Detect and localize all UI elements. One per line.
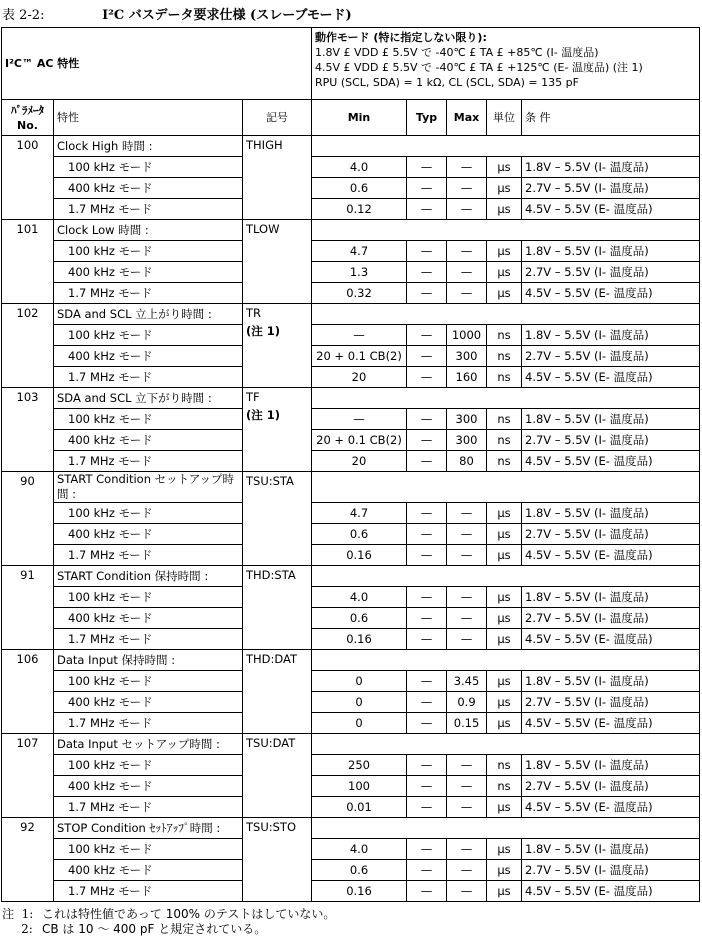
condition-value: 4.5V – 5.5V (E- 温度品) xyxy=(522,283,700,304)
param-row xyxy=(2,650,700,671)
mode-label: 1.7 MHz モード xyxy=(54,451,243,472)
col-header-characteristic: 特性 xyxy=(54,100,243,136)
note-2-text: CB は 10 ～ 400 pF と規定されている。 xyxy=(42,922,267,936)
col-header-conditions: 条 件 xyxy=(522,100,700,136)
param-row xyxy=(2,388,700,409)
typ-value: — xyxy=(407,524,447,545)
max-value: 300 xyxy=(447,409,487,430)
symbol-text: THD:STA xyxy=(246,568,296,582)
col-header-typ: Typ xyxy=(407,100,447,136)
unit-value: ns xyxy=(487,346,522,367)
max-value: 300 xyxy=(447,430,487,451)
min-value: 0 xyxy=(312,713,407,734)
unit-value: ns xyxy=(487,776,522,797)
mode-label: 400 kHz モード xyxy=(54,776,243,797)
param-header-blank xyxy=(312,650,700,671)
mode-label: 1.7 MHz モード xyxy=(54,881,243,902)
max-value: — xyxy=(447,262,487,283)
table-row xyxy=(2,629,700,650)
max-value: 160 xyxy=(447,367,487,388)
mode-label: 100 kHz モード xyxy=(54,241,243,262)
table-row xyxy=(2,755,700,776)
unit-value: ns xyxy=(487,409,522,430)
min-value: 0.6 xyxy=(312,524,407,545)
param-symbol xyxy=(243,566,312,650)
param-row xyxy=(2,734,700,755)
table-title xyxy=(2,4,352,26)
param-symbol xyxy=(243,650,312,734)
param-row xyxy=(2,566,700,587)
condition-value: 4.5V – 5.5V (E- 温度品) xyxy=(522,451,700,472)
mode-label: 100 kHz モード xyxy=(54,839,243,860)
typ-value: — xyxy=(407,671,447,692)
condition-value: 1.8V – 5.5V (I- 温度品) xyxy=(522,241,700,262)
mode-label: 100 kHz モード xyxy=(54,587,243,608)
table-row xyxy=(2,713,700,734)
table-row xyxy=(2,524,700,545)
symbol-note: (注 1) xyxy=(246,324,281,338)
table-row xyxy=(2,671,700,692)
mode-label: 400 kHz モード xyxy=(54,860,243,881)
typ-value: — xyxy=(407,451,447,472)
typ-value: — xyxy=(407,839,447,860)
max-value: 300 xyxy=(447,346,487,367)
typ-value: — xyxy=(407,178,447,199)
max-value: — xyxy=(447,503,487,524)
min-value: 20 + 0.1 CB(2) xyxy=(312,346,407,367)
note-1-number: 1: xyxy=(21,907,34,921)
max-value: 0.15 xyxy=(447,713,487,734)
mode-label: 1.7 MHz モード xyxy=(54,713,243,734)
mode-label: 100 kHz モード xyxy=(54,503,243,524)
typ-value: — xyxy=(407,608,447,629)
col-header-unit: 単位 xyxy=(487,100,522,136)
section-header: I²C™ AC 特性 xyxy=(2,28,312,100)
cond-line-1: 動作モード (特に指定しない限り): xyxy=(315,31,487,44)
unit-value: µs xyxy=(487,283,522,304)
condition-value: 2.7V – 5.5V (I- 温度品) xyxy=(522,776,700,797)
param-number: 101 xyxy=(2,220,54,304)
condition-value: 2.7V – 5.5V (I- 温度品) xyxy=(522,262,700,283)
mode-label: 100 kHz モード xyxy=(54,157,243,178)
unit-value: ns xyxy=(487,755,522,776)
param-row xyxy=(2,220,700,241)
note-2-number: 2: xyxy=(21,922,33,936)
min-value: 20 + 0.1 CB(2) xyxy=(312,430,407,451)
param-row xyxy=(2,136,700,157)
symbol-text: THIGH xyxy=(246,138,283,152)
condition-value: 2.7V – 5.5V (I- 温度品) xyxy=(522,524,700,545)
param-row xyxy=(2,472,700,503)
typ-value: — xyxy=(407,713,447,734)
param-header-blank xyxy=(312,818,700,839)
mode-label: 1.7 MHz モード xyxy=(54,797,243,818)
typ-value: — xyxy=(407,157,447,178)
mode-label: 100 kHz モード xyxy=(54,755,243,776)
unit-value: µs xyxy=(487,608,522,629)
max-value: — xyxy=(447,608,487,629)
min-value: 1.3 xyxy=(312,262,407,283)
note-1 xyxy=(2,907,335,922)
symbol-text: TF xyxy=(246,390,260,404)
table-row xyxy=(2,283,700,304)
mode-label: 1.7 MHz モード xyxy=(54,545,243,566)
max-value: — xyxy=(447,776,487,797)
table-row xyxy=(2,503,700,524)
param-header-blank xyxy=(312,734,700,755)
min-value: 0 xyxy=(312,692,407,713)
param-symbol xyxy=(243,734,312,818)
unit-value: µs xyxy=(487,199,522,220)
unit-value: µs xyxy=(487,629,522,650)
param-row xyxy=(2,304,700,325)
mode-label: 400 kHz モード xyxy=(54,608,243,629)
max-value: — xyxy=(447,241,487,262)
unit-value: ns xyxy=(487,451,522,472)
param-header-blank xyxy=(312,304,700,325)
col-header-max: Max xyxy=(447,100,487,136)
param-name: Clock Low 時間 : xyxy=(54,220,243,241)
typ-value: — xyxy=(407,241,447,262)
param-name: START Condition セットアップ時間 : xyxy=(54,472,243,503)
table-row xyxy=(2,241,700,262)
min-value: — xyxy=(312,409,407,430)
typ-value: — xyxy=(407,755,447,776)
mode-label: 400 kHz モード xyxy=(54,178,243,199)
operating-conditions xyxy=(312,28,700,100)
typ-value: — xyxy=(407,797,447,818)
unit-value: µs xyxy=(487,262,522,283)
param-name: Data Input 保持時間 : xyxy=(54,650,243,671)
mode-label: 400 kHz モード xyxy=(54,346,243,367)
param-name: Clock High 時間 : xyxy=(54,136,243,157)
param-number: 107 xyxy=(2,734,54,818)
typ-value: — xyxy=(407,367,447,388)
condition-value: 1.8V – 5.5V (I- 温度品) xyxy=(522,409,700,430)
max-value: — xyxy=(447,587,487,608)
typ-value: — xyxy=(407,545,447,566)
condition-value: 2.7V – 5.5V (I- 温度品) xyxy=(522,608,700,629)
max-value: — xyxy=(447,860,487,881)
spec-table xyxy=(1,27,700,902)
cond-line-3: 4.5V £ VDD £ 5.5V で -40℃ £ TA £ +125℃ (E- 温度品) (注 1) xyxy=(315,61,643,74)
param-symbol xyxy=(243,472,312,566)
condition-value: 4.5V – 5.5V (E- 温度品) xyxy=(522,881,700,902)
condition-value: 1.8V – 5.5V (I- 温度品) xyxy=(522,587,700,608)
min-value: 0 xyxy=(312,671,407,692)
max-value: — xyxy=(447,629,487,650)
unit-value: µs xyxy=(487,545,522,566)
min-value: 20 xyxy=(312,367,407,388)
param-symbol xyxy=(243,220,312,304)
col-header-symbol: 記号 xyxy=(243,100,312,136)
param-header-blank xyxy=(312,472,700,503)
table-row xyxy=(2,839,700,860)
table-row xyxy=(2,325,700,346)
unit-value: µs xyxy=(487,797,522,818)
max-value: — xyxy=(447,839,487,860)
table-row xyxy=(2,860,700,881)
unit-value: µs xyxy=(487,881,522,902)
unit-value: µs xyxy=(487,524,522,545)
min-value: 4.0 xyxy=(312,157,407,178)
unit-value: µs xyxy=(487,671,522,692)
min-value: 4.0 xyxy=(312,839,407,860)
condition-value: 2.7V – 5.5V (I- 温度品) xyxy=(522,692,700,713)
typ-value: — xyxy=(407,430,447,451)
max-value: — xyxy=(447,797,487,818)
max-value: — xyxy=(447,199,487,220)
min-value: 0.16 xyxy=(312,629,407,650)
param-header-blank xyxy=(312,566,700,587)
condition-value: 1.8V – 5.5V (I- 温度品) xyxy=(522,325,700,346)
min-value: 0.16 xyxy=(312,881,407,902)
table-name: I²C バスデータ要求仕様 (スレーブモード) xyxy=(102,8,352,23)
condition-value: 1.8V – 5.5V (I- 温度品) xyxy=(522,671,700,692)
mode-label: 400 kHz モード xyxy=(54,262,243,283)
max-value: 80 xyxy=(447,451,487,472)
param-name: START Condition 保持時間 : xyxy=(54,566,243,587)
max-value: — xyxy=(447,524,487,545)
condition-value: 4.5V – 5.5V (E- 温度品) xyxy=(522,713,700,734)
param-number: 91 xyxy=(2,566,54,650)
param-name: STOP Condition ｾｯﾄｱｯﾌﾟ時間 : xyxy=(54,818,243,839)
condition-value: 1.8V – 5.5V (I- 温度品) xyxy=(522,839,700,860)
condition-value: 4.5V – 5.5V (E- 温度品) xyxy=(522,199,700,220)
typ-value: — xyxy=(407,199,447,220)
param-header-blank xyxy=(312,388,700,409)
typ-value: — xyxy=(407,881,447,902)
param-number: 103 xyxy=(2,388,54,472)
param-name: SDA and SCL 立下がり時間 : xyxy=(54,388,243,409)
condition-value: 1.8V – 5.5V (I- 温度品) xyxy=(522,503,700,524)
condition-value: 2.7V – 5.5V (I- 温度品) xyxy=(522,178,700,199)
typ-value: — xyxy=(407,692,447,713)
table-row xyxy=(2,451,700,472)
mode-label: 400 kHz モード xyxy=(54,430,243,451)
typ-value: — xyxy=(407,860,447,881)
table-row xyxy=(2,797,700,818)
mode-label: 400 kHz モード xyxy=(54,692,243,713)
table-row xyxy=(2,692,700,713)
notes-label: 注 xyxy=(2,907,15,921)
max-value: — xyxy=(447,881,487,902)
mode-label: 1.7 MHz モード xyxy=(54,367,243,388)
symbol-text: TSU:STO xyxy=(246,820,296,834)
table-row xyxy=(2,367,700,388)
cond-line-4: RPU (SCL, SDA) = 1 kΩ, CL (SCL, SDA) = 135 pF xyxy=(315,76,579,89)
param-symbol xyxy=(243,388,312,472)
max-value: — xyxy=(447,545,487,566)
min-value: 0.32 xyxy=(312,283,407,304)
condition-value: 2.7V – 5.5V (I- 温度品) xyxy=(522,860,700,881)
table-row xyxy=(2,608,700,629)
symbol-note: (注 1) xyxy=(246,408,281,422)
min-value: 0.16 xyxy=(312,545,407,566)
param-symbol xyxy=(243,136,312,220)
unit-value: ns xyxy=(487,367,522,388)
table-row xyxy=(2,409,700,430)
param-symbol xyxy=(243,304,312,388)
mode-label: 1.7 MHz モード xyxy=(54,629,243,650)
mode-label: 100 kHz モード xyxy=(54,671,243,692)
table-row xyxy=(2,430,700,451)
min-value: 0.6 xyxy=(312,860,407,881)
note-1-text: これは特性値であって 100% のテストはしていない。 xyxy=(42,907,336,921)
param-number: 106 xyxy=(2,650,54,734)
table-row xyxy=(2,545,700,566)
mode-label: 1.7 MHz モード xyxy=(54,199,243,220)
table-row xyxy=(2,199,700,220)
param-number: 100 xyxy=(2,136,54,220)
mode-label: 400 kHz モード xyxy=(54,524,243,545)
unit-value: µs xyxy=(487,860,522,881)
unit-value: µs xyxy=(487,587,522,608)
condition-value: 4.5V – 5.5V (E- 温度品) xyxy=(522,545,700,566)
table-row xyxy=(2,178,700,199)
min-value: 0.01 xyxy=(312,797,407,818)
condition-value: 1.8V – 5.5V (I- 温度品) xyxy=(522,157,700,178)
unit-value: µs xyxy=(487,503,522,524)
condition-value: 4.5V – 5.5V (E- 温度品) xyxy=(522,367,700,388)
table-row xyxy=(2,157,700,178)
typ-value: — xyxy=(407,409,447,430)
unit-value: µs xyxy=(487,178,522,199)
typ-value: — xyxy=(407,262,447,283)
min-value: 0.6 xyxy=(312,608,407,629)
typ-value: — xyxy=(407,776,447,797)
notes xyxy=(2,907,335,937)
typ-value: — xyxy=(407,587,447,608)
table-row xyxy=(2,346,700,367)
max-value: — xyxy=(447,157,487,178)
unit-value: ns xyxy=(487,430,522,451)
param-number: 92 xyxy=(2,818,54,902)
max-value: — xyxy=(447,755,487,776)
param-number: 102 xyxy=(2,304,54,388)
unit-value: µs xyxy=(487,157,522,178)
min-value: 4.7 xyxy=(312,503,407,524)
col-header-min: Min xyxy=(312,100,407,136)
table-row xyxy=(2,262,700,283)
param-row xyxy=(2,818,700,839)
condition-value: 2.7V – 5.5V (I- 温度品) xyxy=(522,346,700,367)
param-header-blank xyxy=(312,136,700,157)
min-value: 100 xyxy=(312,776,407,797)
param-header-blank xyxy=(312,220,700,241)
typ-value: — xyxy=(407,346,447,367)
param-number: 90 xyxy=(2,472,54,566)
condition-value: 4.5V – 5.5V (E- 温度品) xyxy=(522,629,700,650)
condition-value: 4.5V – 5.5V (E- 温度品) xyxy=(522,797,700,818)
symbol-text: THD:DAT xyxy=(246,652,298,666)
mode-label: 100 kHz モード xyxy=(54,409,243,430)
typ-value: — xyxy=(407,629,447,650)
table-row xyxy=(2,587,700,608)
min-value: 20 xyxy=(312,451,407,472)
unit-value: µs xyxy=(487,839,522,860)
typ-value: — xyxy=(407,325,447,346)
max-value: — xyxy=(447,283,487,304)
param-name: SDA and SCL 立上がり時間 : xyxy=(54,304,243,325)
typ-value: — xyxy=(407,503,447,524)
mode-label: 1.7 MHz モード xyxy=(54,283,243,304)
typ-value: — xyxy=(407,283,447,304)
max-value: — xyxy=(447,178,487,199)
table-row xyxy=(2,881,700,902)
cond-line-2: 1.8V £ VDD £ 5.5V で -40℃ £ TA £ +85℃ (I- 温度品) xyxy=(315,46,599,59)
unit-value: ns xyxy=(487,325,522,346)
condition-value: 1.8V – 5.5V (I- 温度品) xyxy=(522,755,700,776)
min-value: 0.6 xyxy=(312,178,407,199)
unit-value: µs xyxy=(487,692,522,713)
condition-value: 2.7V – 5.5V (I- 温度品) xyxy=(522,430,700,451)
unit-value: µs xyxy=(487,713,522,734)
min-value: 4.7 xyxy=(312,241,407,262)
min-value: 250 xyxy=(312,755,407,776)
max-value: 0.9 xyxy=(447,692,487,713)
unit-value: µs xyxy=(487,241,522,262)
symbol-text: TLOW xyxy=(246,222,280,236)
col-header-param: ﾊﾟﾗﾒｰﾀ No. xyxy=(2,100,54,136)
symbol-text: TSU:STA xyxy=(246,474,294,488)
min-value: 0.12 xyxy=(312,199,407,220)
param-symbol xyxy=(243,818,312,902)
max-value: 3.45 xyxy=(447,671,487,692)
table-row xyxy=(2,776,700,797)
table-number: 表 2-2: xyxy=(2,8,45,23)
mode-label: 100 kHz モード xyxy=(54,325,243,346)
param-name: Data Input セットアップ時間 : xyxy=(54,734,243,755)
symbol-text: TSU:DAT xyxy=(246,736,296,750)
symbol-text: TR xyxy=(246,306,262,320)
min-value: 4.0 xyxy=(312,587,407,608)
min-value: — xyxy=(312,325,407,346)
max-value: 1000 xyxy=(447,325,487,346)
